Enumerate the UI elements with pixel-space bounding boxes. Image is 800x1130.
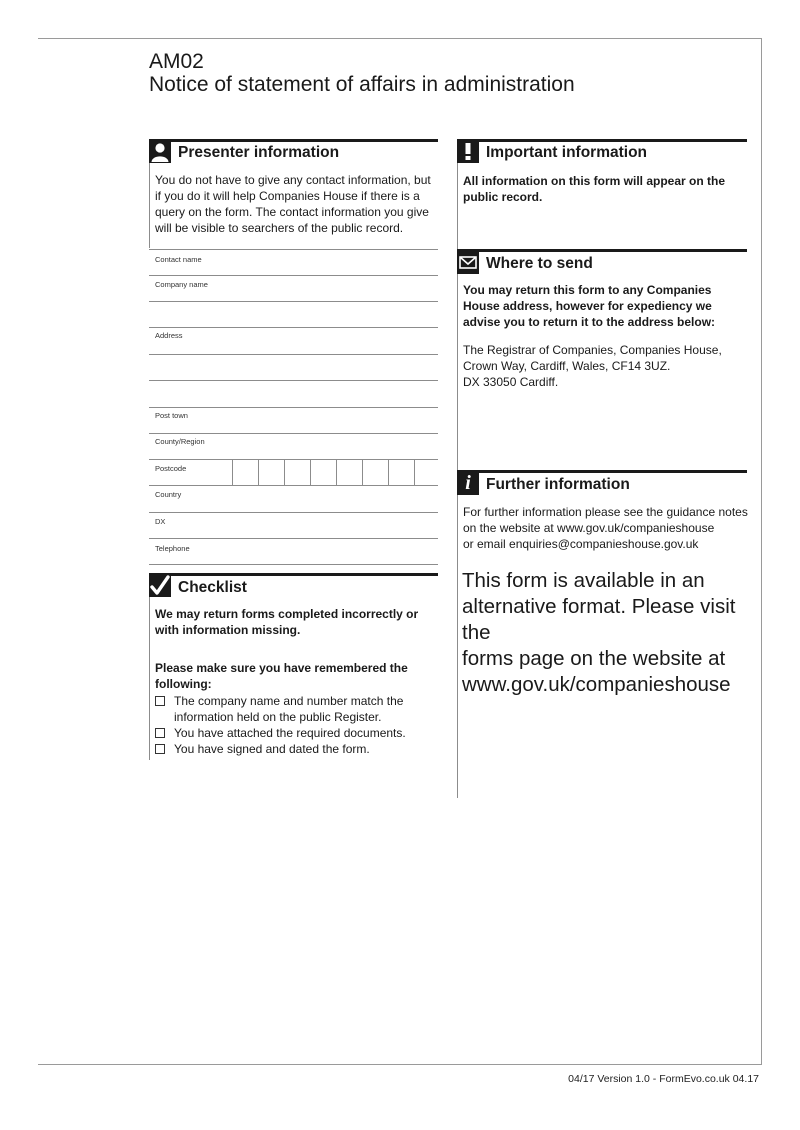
field-rule (149, 512, 438, 513)
checklist-title: Checklist (178, 579, 247, 596)
company-name-label: Company name (155, 280, 208, 289)
checklist-warning: We may return forms completed incorrectly or with information missing. (155, 607, 419, 637)
further-text-line: on the website at www.gov.uk/companieshouse (463, 521, 715, 535)
country-label: Country (155, 490, 182, 499)
checkbox[interactable] (155, 728, 165, 738)
field-rule (149, 459, 438, 460)
field-rule (149, 407, 438, 408)
postcode-cell-divider (310, 460, 311, 485)
where-intro: You may return this form to any Companies House address, however for expediency we advise you to return it to the address below: (463, 283, 716, 329)
field-rule (149, 354, 438, 355)
where-address-line: DX 33050 Cardiff. (463, 375, 559, 389)
postcode-cell-divider (336, 460, 337, 485)
where-address-line: Crown Way, Cardiff, Wales, CF14 3UZ. (463, 359, 671, 373)
checklist-item-text: You have signed and dated the form. (174, 742, 370, 756)
field-rule (149, 249, 438, 250)
postcode-cell-divider (388, 460, 389, 485)
alt-format-line: This form is available in an (462, 569, 705, 592)
presenter-title: Presenter information (178, 144, 340, 161)
where-header-bar (457, 249, 747, 252)
contact-name-label: Contact name (155, 255, 202, 264)
dx-label: DX (155, 517, 166, 526)
important-title: Important information (486, 144, 648, 161)
important-header-bar (457, 139, 747, 142)
important-text: All information on this form will appear on the public record. (463, 174, 726, 204)
checklist-prompt: Please make sure you have remembered the following: (155, 661, 408, 691)
postcode-cell-divider (284, 460, 285, 485)
person-icon (149, 140, 171, 163)
checklist-header-bar (149, 573, 438, 576)
checkmark-icon (149, 574, 171, 597)
right-column-rule (457, 140, 458, 798)
field-rule (149, 301, 438, 302)
address-label: Address (155, 331, 183, 340)
exclamation-icon (457, 140, 479, 163)
info-icon: i (457, 472, 479, 495)
presenter-header-bar (149, 139, 438, 142)
alt-format-line: alternative format. Please visit the (462, 595, 736, 644)
where-title: Where to send (486, 255, 593, 272)
field-rule (149, 485, 438, 486)
further-header-bar (457, 470, 747, 473)
checkbox[interactable] (155, 744, 165, 754)
postcode-cell-divider (232, 460, 233, 485)
postcode-label: Postcode (155, 464, 187, 473)
field-rule (149, 327, 438, 328)
form-code: AM02 (149, 50, 204, 73)
alt-format-line: www.gov.uk/companieshouse (462, 673, 731, 696)
further-title: Further information (486, 476, 630, 493)
page-frame-bottom (38, 1064, 762, 1065)
field-rule (149, 538, 438, 539)
page-frame-top (38, 38, 762, 39)
telephone-label: Telephone (155, 544, 190, 553)
checklist-left-rule (149, 575, 150, 760)
where-address-line: The Registrar of Companies, Companies House, (463, 343, 722, 357)
alternative-format-notice (462, 568, 758, 698)
county-label: County/Region (155, 437, 205, 446)
field-rule (149, 564, 438, 565)
postcode-cell-divider (258, 460, 259, 485)
checklist-item-text: The company name and number match the information held on the public Register. (174, 694, 404, 724)
checkbox[interactable] (155, 696, 165, 706)
page-frame-right (761, 38, 762, 1064)
postcode-cell-divider (362, 460, 363, 485)
field-rule (149, 433, 438, 434)
form-title: Notice of statement of affairs in administration (149, 73, 575, 96)
postcode-cell-divider (414, 460, 415, 485)
alt-format-line: forms page on the website at (462, 647, 726, 670)
field-rule (149, 380, 438, 381)
checklist-item-text: You have attached the required documents. (174, 726, 406, 740)
footer-version: 04/17 Version 1.0 - FormEvo.co.uk 04.17 (568, 1073, 759, 1085)
further-text-line: or email enquiries@companieshouse.gov.uk (463, 537, 699, 551)
post-town-label: Post town (155, 411, 188, 420)
presenter-intro: You do not have to give any contact information, but if you do it will help Companies House if there is a query on the form. The contact information you give will be visible to searchers of the public record. (155, 173, 431, 235)
field-rule (149, 275, 438, 276)
envelope-icon (457, 251, 479, 274)
further-text-line: For further information please see the guidance notes (463, 505, 748, 519)
